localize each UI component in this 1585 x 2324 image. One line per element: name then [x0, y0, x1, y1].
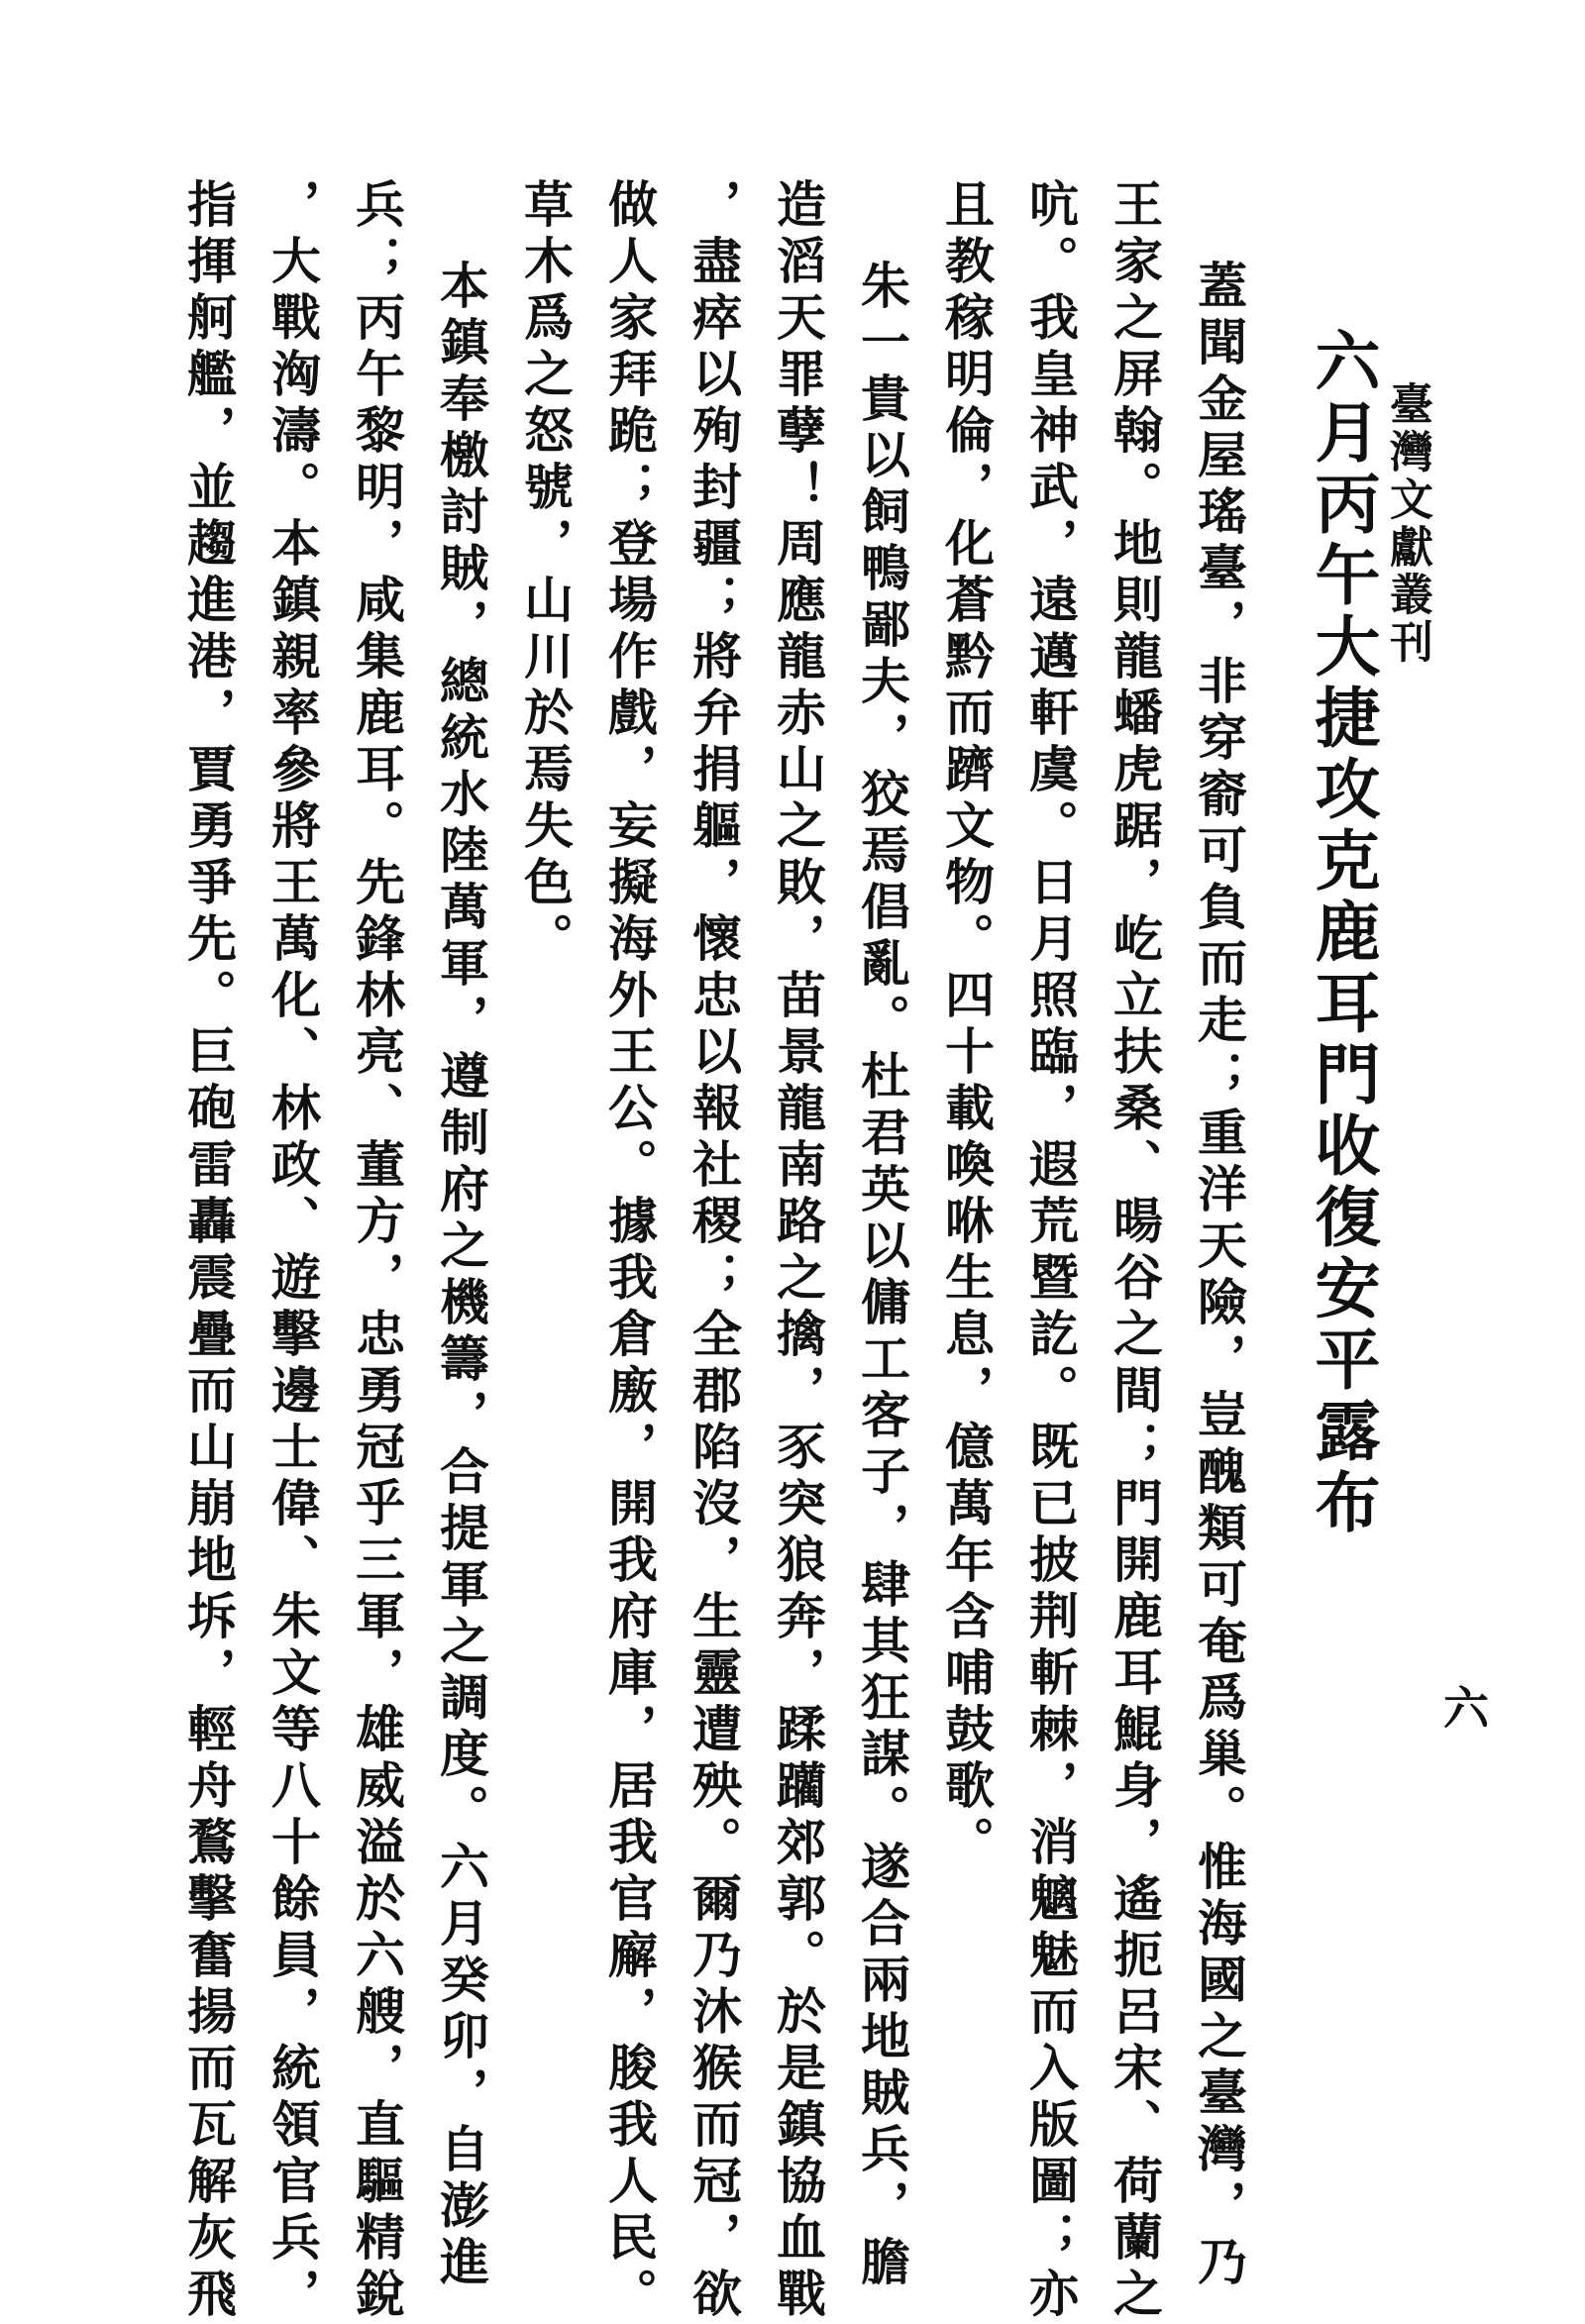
page-number: 六	[1436, 1684, 1490, 1730]
running-header: 臺灣文獻叢刊	[1382, 381, 1432, 667]
text-column-6: 造滔天罪孽！周應龍赤山之敗，苗景龍南路之擒，豕突狼奔，蹂躪郊郭。於是鎮協血戰	[769, 178, 827, 2324]
text-column-11: 兵；丙午黎明，咸集鹿耳。先鋒林亮、董方，忠勇冠乎三軍，雄威溢於六艘，直驅精銳	[348, 178, 406, 2324]
text-column-13: 指揮舸艦，並趨進港，賈勇爭先。巨砲雷轟震疊而山崩地坼，輕舟鶩擊奮揚而瓦解灰飛	[179, 178, 238, 2324]
text-column-10: 本鎮奉檄討賊，總統水陸萬軍，遵制府之機籌，合提軍之調度。六月癸卯，自澎進	[432, 260, 490, 2292]
text-column-12: ，大戰洶濤。本鎮親率參將王萬化、林政、遊擊邊士偉、朱文等八十餘員，統領官兵，	[264, 178, 322, 2324]
text-column-2: 王家之屏翰。地則龍蟠虎踞，屹立扶桑、暘谷之間；門開鹿耳鯤身，遙扼呂宋、荷蘭之	[1106, 178, 1164, 2324]
text-column-3: 吭。我皇神武，遠邁軒虞。日月照臨，遐荒暨訖。既已披荆斬棘，消魑魅而入版圖；亦	[1021, 178, 1080, 2324]
text-column-4: 且教稼明倫，化蒼黔而躋文物。四十載喚咻生息，億萬年含哺鼓歌。	[937, 178, 996, 1872]
text-column-7: ，盡瘁以殉封疆；將弁捐軀，懷忠以報社稷；全郡陷沒，生靈遭殃。爾乃沐猴而冠，欲	[685, 178, 743, 2324]
page-title: 六月丙午大捷攻克鹿耳門收復安平露布	[1304, 327, 1381, 1539]
text-column-9: 草木爲之怒號，山川於焉失色。	[516, 178, 575, 969]
text-column-8: 做人家拜跪；登場作戲，妄擬海外王公。據我倉廒，開我府庫，居我官廨，朘我人民。	[600, 178, 659, 2324]
text-column-1: 蓋聞金屋瑤臺，非穿窬可負而走；重洋天險，豈醜類可奄爲巢。惟海國之臺灣，乃	[1190, 260, 1248, 2292]
text-column-5: 朱一貴以飼鴨鄙夫，狡焉倡亂。杜君英以傭工客子，肆其狂謀。遂合兩地賊兵，膽	[853, 260, 911, 2292]
